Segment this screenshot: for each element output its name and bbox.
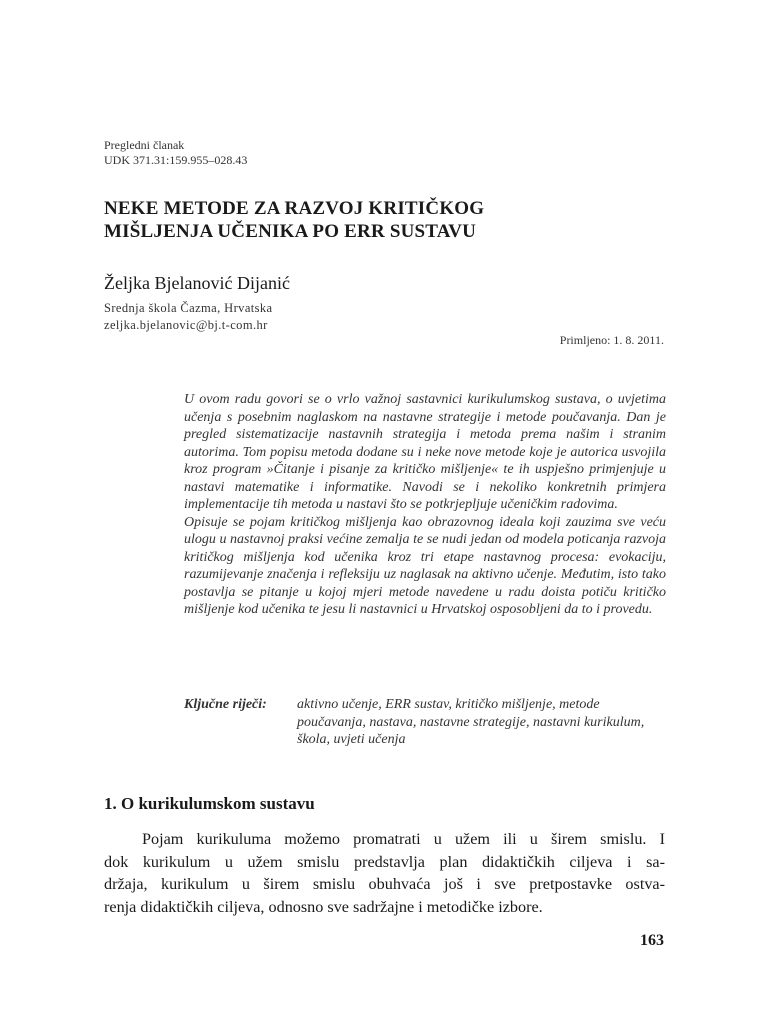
body-line: držaja, kurikulum u širem smislu obuhvaća još i sve pretpostavke ostva- xyxy=(104,875,665,893)
title-line: MIŠLJENJA UČENIKA PO ERR SUSTAVU xyxy=(104,221,477,242)
keywords-label: Ključne riječi: xyxy=(184,697,267,712)
body-line: Pojam kurikuluma možemo promatrati u užem ili u širem smislu. I xyxy=(142,830,665,848)
author-affiliation xyxy=(104,300,273,334)
title-line: NEKE METODE ZA RAZVOJ KRITIČKOG xyxy=(104,198,485,219)
abstract xyxy=(184,391,666,619)
body-line: dok kurikulum u užem smislu predstavlja plan didaktičkih ciljeva i sa- xyxy=(104,852,665,871)
body-line: renja didaktičkih ciljeva, odnosno sve sadržajne i metodičke izbore. xyxy=(104,897,543,916)
abstract-paragraph: U ovom radu govori se o vrlo važnoj sastavnici kurikulumskog sustava, o uvjetima učenja s posebnim naglaskom na nastavne strategije i metode poučavanja. Dan je pregled sistematizacije nastavnih strategija i metoda prema našim i stranim autorima. Tom popisu metoda dodane su i neke nove metode koje je autorica usvojila kroz program »Čitanje i pisanje za kritičko mišljenje« te ih uspješno primjenjuje u nastavi matematike i informatike. Navodi se i nekoliko konkretnih primjera implementacije tih metoda u nastavi što se potkrjepljuje učeničkim radovima. xyxy=(184,392,666,512)
received-date: Primljeno: 1. 8. 2011. xyxy=(559,333,664,347)
section-heading: 1. O kurikulumskom sustavu xyxy=(104,794,315,813)
body-paragraph xyxy=(104,828,665,918)
keywords-text: aktivno učenje, ERR sustav, kritičko mišljenje, metode poučavanja, nastava, nastavne strategije, nastavni kurikulum, škola, uvjeti učenja xyxy=(297,697,645,747)
article-title xyxy=(104,197,664,243)
abstract-paragraph: Opisuje se pojam kritičkog mišljenja kao obrazovnog ideala koji zauzima sve veću ulogu u nastavnoj praksi većine zemalja te se nudi jedan od modela poticanja razvoja kritičkog mišljenja kod učenika kroz tri etape nastavnog procesa: evokaciju, razumijevanje značenja i refleksiju uz naglasak na aktivno učenje. Međutim, isto tako postavlja se pitanje u kojoj mjeri metode navedene u radu doista potiču kritičko mišljenje kod učenika te jesu li nastavnici u Hrvatskoj osposobljeni da to i provedu. xyxy=(184,514,666,617)
institution: Srednja škola Čazma, Hrvatska xyxy=(104,301,273,315)
article-meta xyxy=(104,138,247,168)
author-email: zeljka.bjelanovic@bj.t-com.hr xyxy=(104,318,268,332)
udk-code: UDK 371.31:159.955–028.43 xyxy=(104,153,248,167)
author-name: Željka Bjelanović Dijanić xyxy=(104,273,290,293)
page-number: 163 xyxy=(640,932,664,949)
article-type: Pregledni članak xyxy=(104,138,185,152)
